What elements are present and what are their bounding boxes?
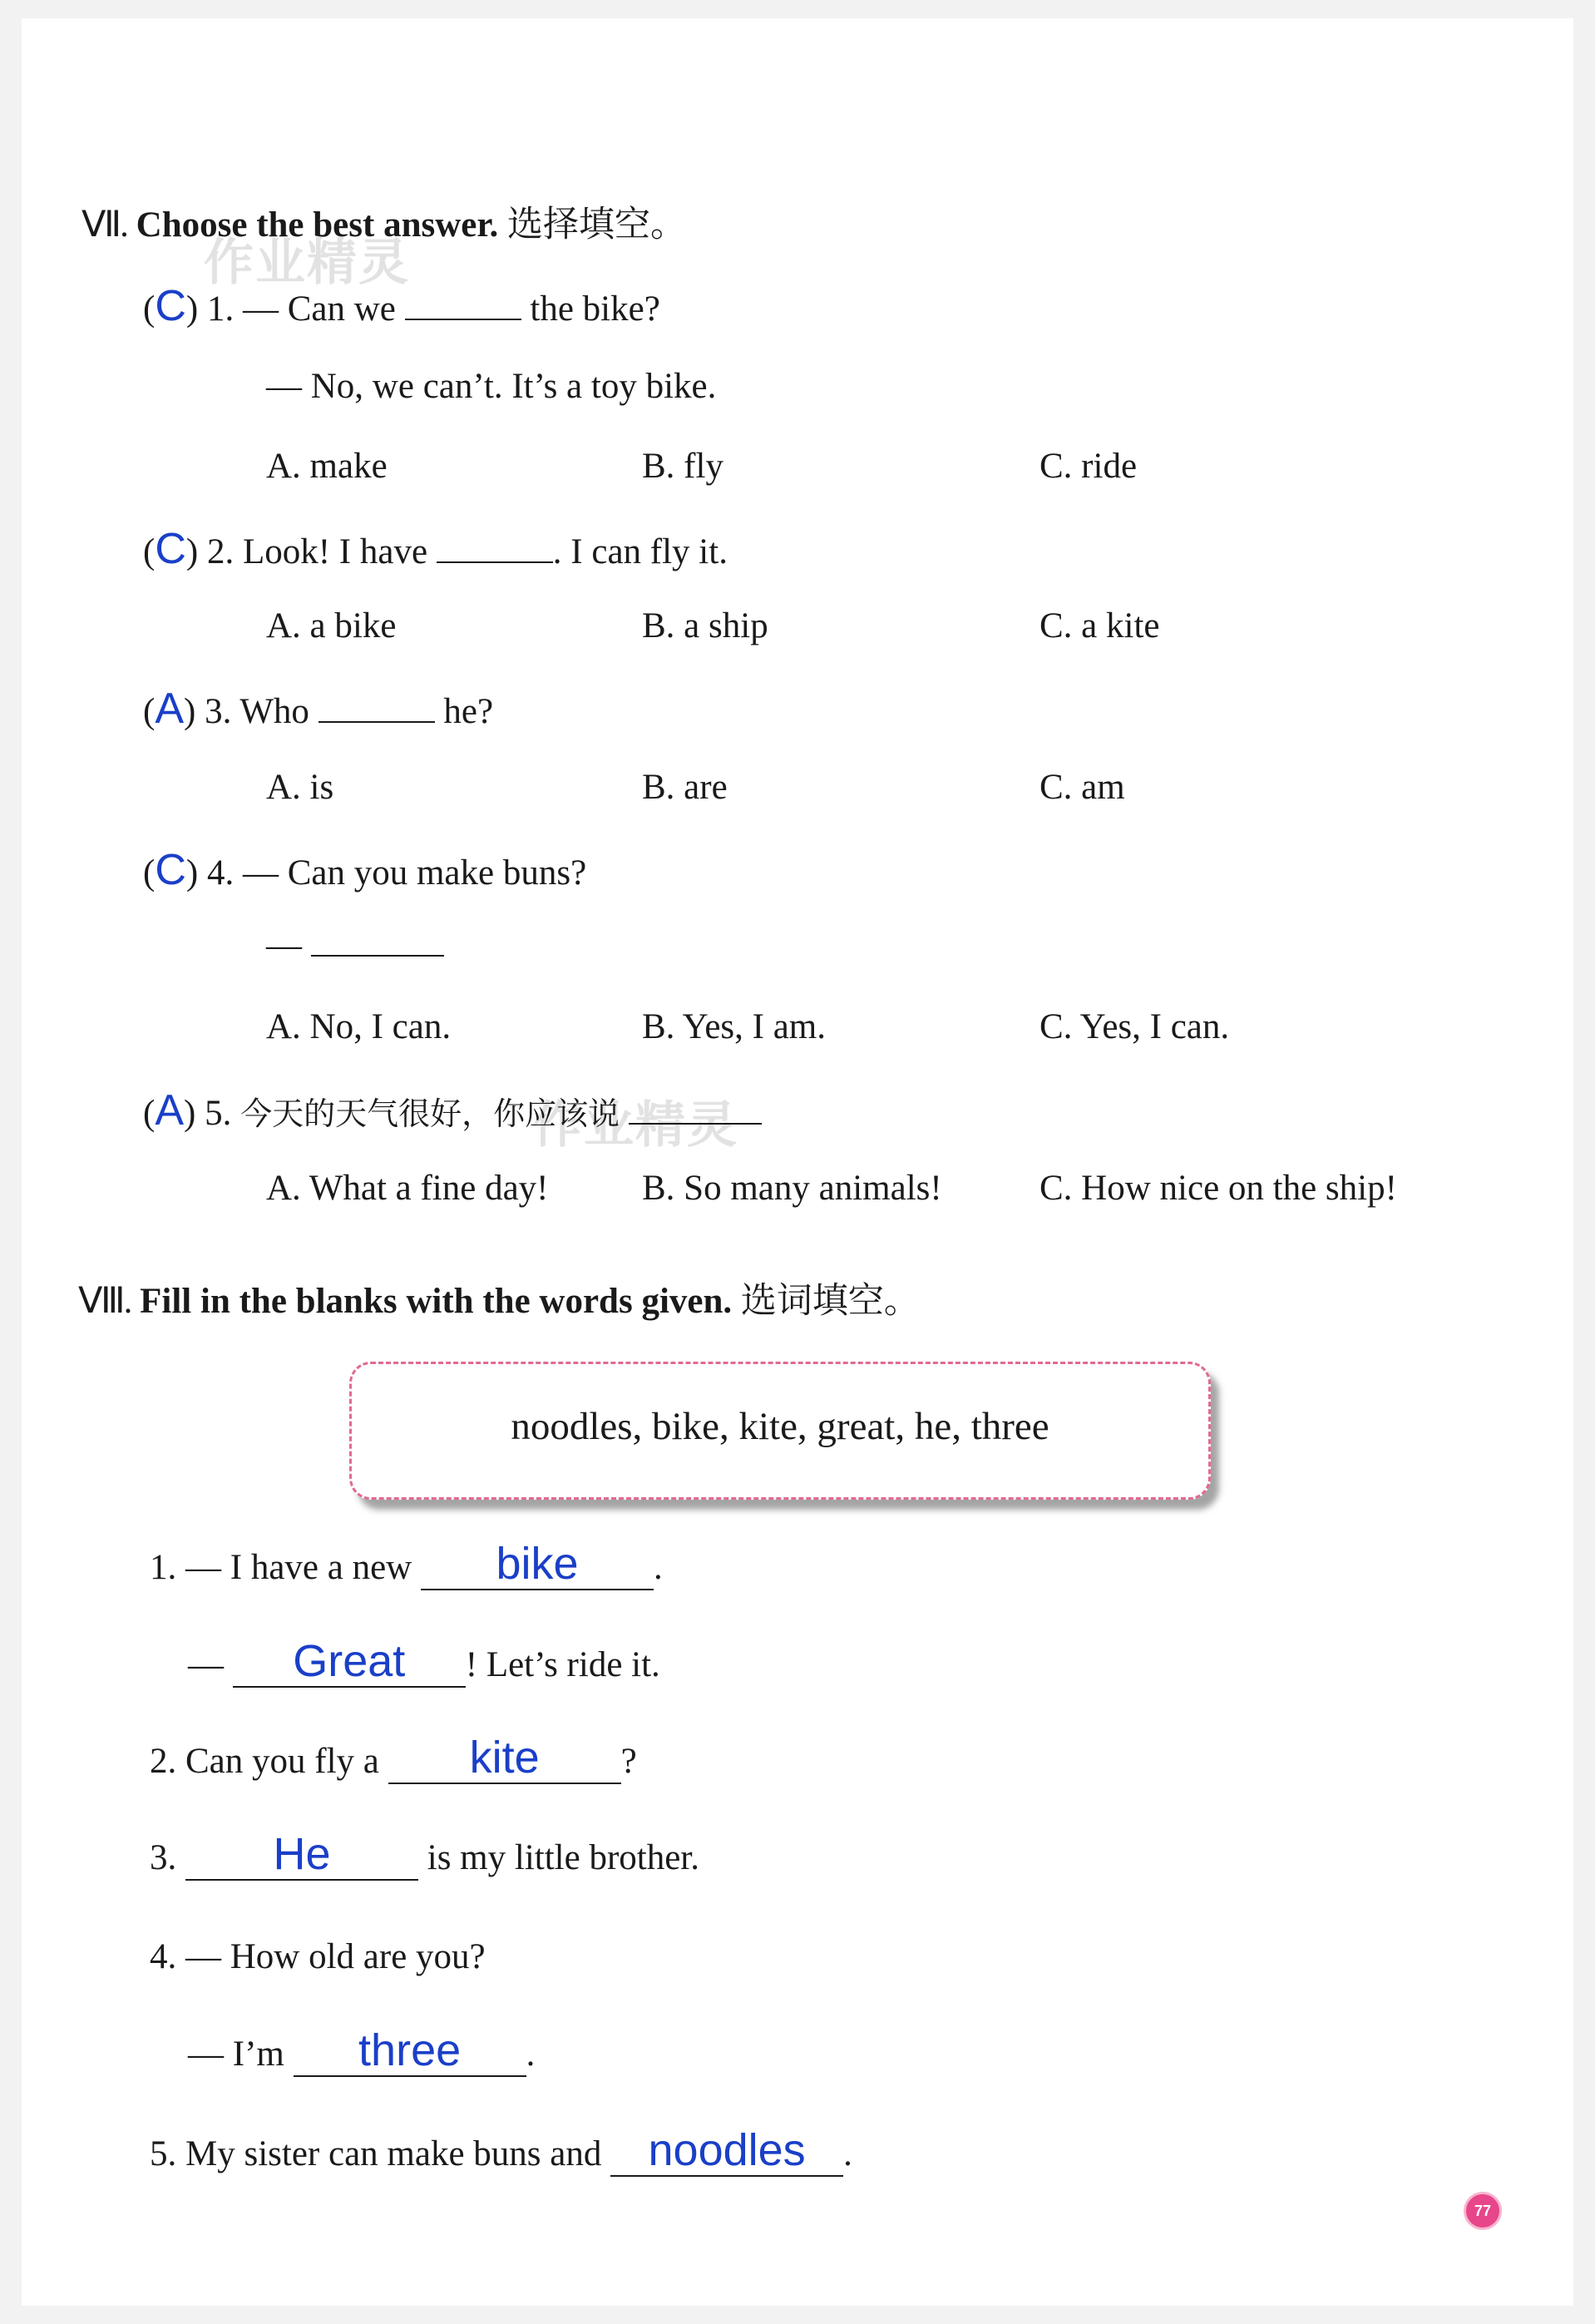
section-title-zh: 选择填空。 <box>507 205 686 245</box>
fill-item-1: 1. — I have a new bike . <box>150 1539 663 1589</box>
option-c: C. ride <box>1039 447 1138 486</box>
question-4-reply: — <box>266 925 444 966</box>
answer-mark: C <box>155 525 186 573</box>
option-b: B. fly <box>642 447 723 486</box>
word-bank: noodles, bike, kite, great, he, three <box>511 1405 1049 1448</box>
section-numeral: Ⅶ. <box>81 205 127 245</box>
answer-blank <box>311 928 444 957</box>
page-number-badge: 77 <box>1464 2192 1502 2230</box>
fill-item-4: 4. — How old are you? <box>150 1937 486 1976</box>
option-b: B. a ship <box>642 606 768 645</box>
answer-blank <box>319 695 435 723</box>
section-8-heading <box>78 1273 920 1323</box>
answer-blank <box>629 1096 762 1125</box>
section-title-en: Choose the best answer. <box>136 205 499 245</box>
word-bank-box <box>349 1362 1211 1500</box>
answer-mark: C <box>155 282 186 330</box>
fill-item-4-reply: — I’m three . <box>188 2025 536 2075</box>
option-c: C. am <box>1039 768 1125 807</box>
fill-item-5: 5. My sister can make buns and noodles . <box>150 2125 852 2175</box>
section-title-zh: 选词填空。 <box>740 1282 920 1321</box>
section-title-en: Fill in the blanks with the words given. <box>140 1282 733 1321</box>
question-5: (A) 5. 今天的天气很好，你应该说 <box>143 1085 762 1135</box>
answer-mark: A <box>155 685 185 733</box>
fill-item-2: 2. Can you fly a kite ? <box>150 1733 637 1783</box>
fill-blank: He <box>185 1833 418 1881</box>
watermark: 作业精灵 <box>532 1096 738 1155</box>
fill-item-3: 3. He is my little brother. <box>150 1829 699 1879</box>
answer-blank <box>405 292 521 320</box>
fill-blank: kite <box>388 1737 621 1784</box>
option-b: B. So many animals! <box>642 1169 942 1208</box>
option-c: C. Yes, I can. <box>1039 1007 1230 1046</box>
option-c: C. How nice on the ship! <box>1039 1169 1397 1208</box>
section-7-heading <box>81 196 686 247</box>
option-a: A. No, I can. <box>266 1007 452 1046</box>
option-a: A. make <box>266 447 388 486</box>
option-a: A. What a fine day! <box>266 1169 549 1208</box>
answer-blank <box>437 535 553 563</box>
option-c: C. a kite <box>1039 606 1160 645</box>
section-numeral: Ⅷ. <box>78 1282 131 1321</box>
option-b: B. are <box>642 768 728 807</box>
option-a: A. a bike <box>266 606 397 645</box>
fill-blank: three <box>294 2030 526 2077</box>
question-1: (C) 1. — Can we the bike? <box>143 282 660 330</box>
question-4: (C) 4. — Can you make buns? <box>143 846 587 894</box>
fill-blank: noodles <box>610 2129 843 2177</box>
option-a: A. is <box>266 768 334 807</box>
question-1-reply: — No, we can’t. It’s a toy bike. <box>266 367 717 406</box>
watermark: 作业精灵 <box>204 234 410 292</box>
fill-item-1-reply: — Great ! Let’s ride it. <box>188 1636 660 1686</box>
answer-mark: C <box>155 846 186 894</box>
fill-blank: Great <box>233 1640 466 1688</box>
fill-blank: bike <box>421 1543 654 1590</box>
option-b: B. Yes, I am. <box>642 1007 827 1046</box>
question-3: (A) 3. Who he? <box>143 685 494 733</box>
answer-mark: A <box>155 1086 185 1135</box>
question-2: (C) 2. Look! I have . I can fly it. <box>143 525 728 573</box>
